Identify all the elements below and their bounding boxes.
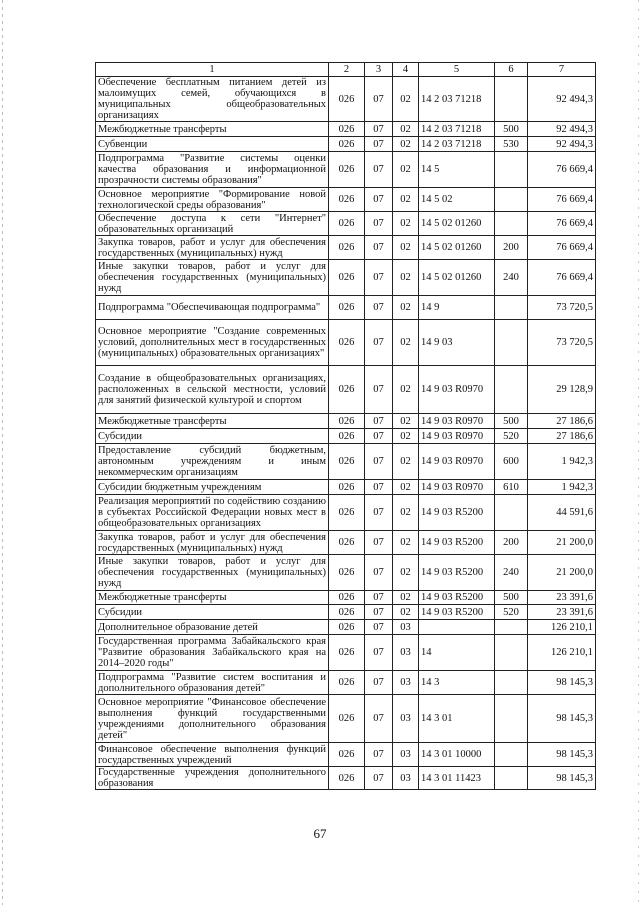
- row-section: 07: [365, 212, 393, 236]
- row-section: 07: [365, 555, 393, 591]
- row-expense-type: [495, 671, 528, 695]
- row-grbs: 026: [329, 620, 365, 635]
- row-expense-type: [495, 743, 528, 767]
- row-subsection: 02: [393, 152, 419, 188]
- table-row: [96, 429, 596, 444]
- row-subsection: 02: [393, 429, 419, 444]
- row-section: 07: [365, 605, 393, 620]
- table-body: [96, 77, 596, 790]
- row-name: Основное мероприятие "Финансовое обеспечение выполнения функций государственными учреждениями дополнительного образования детей": [96, 695, 329, 743]
- row-subsection: 02: [393, 480, 419, 495]
- row-grbs: 026: [329, 743, 365, 767]
- row-target-article: 14 9 03 R5200: [419, 495, 495, 531]
- row-amount: 23 391,6: [528, 605, 596, 620]
- row-subsection: 02: [393, 212, 419, 236]
- row-amount: 1 942,3: [528, 444, 596, 480]
- row-section: 07: [365, 137, 393, 152]
- row-section: 07: [365, 695, 393, 743]
- header-row: [96, 63, 596, 77]
- table-row: [96, 767, 596, 790]
- row-section: 07: [365, 320, 393, 366]
- header-col-5: 5: [419, 63, 495, 77]
- row-subsection: 02: [393, 137, 419, 152]
- row-amount: 73 720,5: [528, 296, 596, 320]
- row-amount: 21 200,0: [528, 555, 596, 591]
- row-amount: 23 391,6: [528, 591, 596, 605]
- row-name: Финансовое обеспечение выполнения функций государственных учреждений: [96, 743, 329, 767]
- row-subsection: 02: [393, 591, 419, 605]
- row-expense-type: 240: [495, 555, 528, 591]
- row-subsection: 02: [393, 236, 419, 260]
- row-amount: 76 669,4: [528, 152, 596, 188]
- row-expense-type: 520: [495, 429, 528, 444]
- row-section: 07: [365, 414, 393, 429]
- row-section: 07: [365, 260, 393, 296]
- row-expense-type: 520: [495, 605, 528, 620]
- table-row: [96, 137, 596, 152]
- row-amount: 98 145,3: [528, 767, 596, 790]
- row-name: Межбюджетные трансферты: [96, 122, 329, 137]
- table-row: [96, 555, 596, 591]
- header-col-6: 6: [495, 63, 528, 77]
- row-section: 07: [365, 429, 393, 444]
- row-name: Межбюджетные трансферты: [96, 414, 329, 429]
- row-amount: 21 200,0: [528, 531, 596, 555]
- row-section: 07: [365, 591, 393, 605]
- row-amount: 29 128,9: [528, 366, 596, 414]
- row-subsection: 03: [393, 767, 419, 790]
- row-grbs: 026: [329, 296, 365, 320]
- scan-edge-left: [2, 0, 3, 905]
- row-expense-type: [495, 296, 528, 320]
- row-subsection: 02: [393, 531, 419, 555]
- row-target-article: 14 2 03 71218: [419, 122, 495, 137]
- row-target-article: 14 5 02 01260: [419, 260, 495, 296]
- table-row: [96, 122, 596, 137]
- row-grbs: 026: [329, 152, 365, 188]
- row-amount: 76 669,4: [528, 260, 596, 296]
- row-target-article: 14 9 03 R0970: [419, 429, 495, 444]
- row-name: Реализация мероприятий по содействию созданию в субъектах Российской Федерации новых мест в общеобразовательных организациях: [96, 495, 329, 531]
- table-header: [96, 63, 596, 77]
- header-col-4: 4: [393, 63, 419, 77]
- row-subsection: 02: [393, 555, 419, 591]
- row-grbs: 026: [329, 320, 365, 366]
- row-amount: 27 186,6: [528, 414, 596, 429]
- row-target-article: 14 9 03 R0970: [419, 444, 495, 480]
- row-name: Иные закупки товаров, работ и услуг для обеспечения государственных (муниципальных) нужд: [96, 260, 329, 296]
- row-expense-type: 500: [495, 414, 528, 429]
- row-name: Межбюджетные трансферты: [96, 591, 329, 605]
- header-col-3: 3: [365, 63, 393, 77]
- row-section: 07: [365, 188, 393, 212]
- row-grbs: 026: [329, 671, 365, 695]
- row-target-article: 14 2 03 71218: [419, 77, 495, 122]
- row-subsection: 02: [393, 260, 419, 296]
- row-target-article: 14 9 03 R5200: [419, 605, 495, 620]
- row-expense-type: [495, 152, 528, 188]
- row-expense-type: 600: [495, 444, 528, 480]
- row-target-article: 14 5 02 01260: [419, 212, 495, 236]
- row-subsection: 02: [393, 77, 419, 122]
- table-row: [96, 531, 596, 555]
- row-name: Государственная программа Забайкальского края "Развитие образования Забайкальского края на 2014–2020 годы": [96, 635, 329, 671]
- row-subsection: 03: [393, 743, 419, 767]
- row-subsection: 02: [393, 320, 419, 366]
- row-amount: 73 720,5: [528, 320, 596, 366]
- row-name: Субсидии: [96, 605, 329, 620]
- row-expense-type: [495, 620, 528, 635]
- row-section: 07: [365, 767, 393, 790]
- row-target-article: 14 9 03 R0970: [419, 366, 495, 414]
- row-section: 07: [365, 122, 393, 137]
- row-section: 07: [365, 236, 393, 260]
- table-row: [96, 635, 596, 671]
- row-name: Подпрограмма "Обеспечивающая подпрограмма": [96, 296, 329, 320]
- row-grbs: 026: [329, 767, 365, 790]
- row-target-article: 14 5 02: [419, 188, 495, 212]
- row-name: Подпрограмма "Развитие систем воспитания и дополнительного образования детей": [96, 671, 329, 695]
- row-expense-type: [495, 635, 528, 671]
- row-target-article: 14: [419, 635, 495, 671]
- row-amount: 92 494,3: [528, 122, 596, 137]
- table-row: [96, 743, 596, 767]
- row-subsection: 02: [393, 495, 419, 531]
- row-grbs: 026: [329, 555, 365, 591]
- row-expense-type: [495, 695, 528, 743]
- row-name: Подпрограмма "Развитие системы оценки качества образования и информационной прозрачности системы образования": [96, 152, 329, 188]
- row-section: 07: [365, 495, 393, 531]
- row-grbs: 026: [329, 77, 365, 122]
- row-grbs: 026: [329, 635, 365, 671]
- row-section: 07: [365, 743, 393, 767]
- row-name: Обеспечение доступа к сети "Интернет" образовательных организаций: [96, 212, 329, 236]
- header-col-7: 7: [528, 63, 596, 77]
- row-name: Основное мероприятие "Формирование новой технологической среды образования": [96, 188, 329, 212]
- table-row: [96, 671, 596, 695]
- row-amount: 44 591,6: [528, 495, 596, 531]
- row-grbs: 026: [329, 188, 365, 212]
- row-section: 07: [365, 296, 393, 320]
- row-amount: 126 210,1: [528, 620, 596, 635]
- row-target-article: 14 5 02 01260: [419, 236, 495, 260]
- row-name: Основное мероприятие "Создание современных условий, дополнительных мест в государственных (муниципальных) образовательных организациях": [96, 320, 329, 366]
- row-expense-type: [495, 212, 528, 236]
- row-subsection: 02: [393, 122, 419, 137]
- table-row: [96, 366, 596, 414]
- row-target-article: 14 9 03 R5200: [419, 591, 495, 605]
- row-subsection: 03: [393, 620, 419, 635]
- row-target-article: 14 9 03 R5200: [419, 531, 495, 555]
- row-subsection: 02: [393, 366, 419, 414]
- row-grbs: 026: [329, 260, 365, 296]
- row-target-article: [419, 620, 495, 635]
- row-grbs: 026: [329, 495, 365, 531]
- table-row: [96, 591, 596, 605]
- row-grbs: 026: [329, 366, 365, 414]
- row-section: 07: [365, 635, 393, 671]
- row-grbs: 026: [329, 137, 365, 152]
- row-amount: 92 494,3: [528, 77, 596, 122]
- row-grbs: 026: [329, 122, 365, 137]
- row-section: 07: [365, 671, 393, 695]
- table-row: [96, 695, 596, 743]
- row-target-article: 14 9 03: [419, 320, 495, 366]
- table-row: [96, 260, 596, 296]
- row-amount: 98 145,3: [528, 743, 596, 767]
- row-grbs: 026: [329, 695, 365, 743]
- row-section: 07: [365, 480, 393, 495]
- row-amount: 76 669,4: [528, 188, 596, 212]
- row-subsection: 02: [393, 188, 419, 212]
- row-amount: 98 145,3: [528, 695, 596, 743]
- row-name: Дополнительное образование детей: [96, 620, 329, 635]
- row-subsection: 03: [393, 671, 419, 695]
- table-row: [96, 77, 596, 122]
- row-amount: 27 186,6: [528, 429, 596, 444]
- row-name: Закупка товаров, работ и услуг для обеспечения государственных (муниципальных) нужд: [96, 531, 329, 555]
- row-amount: 126 210,1: [528, 635, 596, 671]
- row-name: Субсидии: [96, 429, 329, 444]
- row-target-article: 14 3: [419, 671, 495, 695]
- row-section: 07: [365, 77, 393, 122]
- table-row: [96, 414, 596, 429]
- row-expense-type: 240: [495, 260, 528, 296]
- row-name: Иные закупки товаров, работ и услуг для обеспечения государственных (муниципальных) нужд: [96, 555, 329, 591]
- table-row: [96, 320, 596, 366]
- row-target-article: 14 9 03 R0970: [419, 480, 495, 495]
- table-row: [96, 605, 596, 620]
- row-grbs: 026: [329, 236, 365, 260]
- row-expense-type: 500: [495, 591, 528, 605]
- row-grbs: 026: [329, 212, 365, 236]
- row-expense-type: 200: [495, 531, 528, 555]
- row-name: Обеспечение бесплатным питанием детей из малоимущих семей, обучающихся в муниципальных общеобразовательных организациях: [96, 77, 329, 122]
- row-expense-type: [495, 767, 528, 790]
- row-expense-type: 610: [495, 480, 528, 495]
- row-target-article: 14 3 01 11423: [419, 767, 495, 790]
- row-grbs: 026: [329, 414, 365, 429]
- row-expense-type: 530: [495, 137, 528, 152]
- table-row: [96, 188, 596, 212]
- row-name: Субвенции: [96, 137, 329, 152]
- row-amount: 76 669,4: [528, 236, 596, 260]
- table-row: [96, 495, 596, 531]
- row-target-article: 14 3 01 10000: [419, 743, 495, 767]
- row-section: 07: [365, 444, 393, 480]
- row-grbs: 026: [329, 605, 365, 620]
- row-amount: 1 942,3: [528, 480, 596, 495]
- row-section: 07: [365, 366, 393, 414]
- table-row: [96, 236, 596, 260]
- row-target-article: 14 9: [419, 296, 495, 320]
- row-expense-type: [495, 495, 528, 531]
- row-grbs: 026: [329, 591, 365, 605]
- row-expense-type: [495, 366, 528, 414]
- row-target-article: 14 2 03 71218: [419, 137, 495, 152]
- table-row: [96, 212, 596, 236]
- row-name: Закупка товаров, работ и услуг для обеспечения государственных (муниципальных) нужд: [96, 236, 329, 260]
- row-grbs: 026: [329, 531, 365, 555]
- row-expense-type: 200: [495, 236, 528, 260]
- row-expense-type: [495, 320, 528, 366]
- table-row: [96, 620, 596, 635]
- row-grbs: 026: [329, 429, 365, 444]
- header-col-2: 2: [329, 63, 365, 77]
- row-name: Государственные учреждения дополнительного образования: [96, 767, 329, 790]
- row-section: 07: [365, 531, 393, 555]
- table-row: [96, 296, 596, 320]
- row-target-article: 14 5: [419, 152, 495, 188]
- row-amount: 92 494,3: [528, 137, 596, 152]
- row-subsection: 02: [393, 414, 419, 429]
- budget-table: [95, 62, 596, 790]
- row-target-article: 14 9 03 R5200: [419, 555, 495, 591]
- table-row: [96, 480, 596, 495]
- row-target-article: 14 9 03 R0970: [419, 414, 495, 429]
- row-section: 07: [365, 620, 393, 635]
- row-name: Создание в общеобразовательных организациях, расположенных в сельской местности, условий для занятий физической культурой и спортом: [96, 366, 329, 414]
- row-amount: 76 669,4: [528, 212, 596, 236]
- row-target-article: 14 3 01: [419, 695, 495, 743]
- row-subsection: 02: [393, 605, 419, 620]
- header-col-1: 1: [96, 63, 329, 77]
- row-expense-type: [495, 188, 528, 212]
- row-amount: 98 145,3: [528, 671, 596, 695]
- table-row: [96, 444, 596, 480]
- row-subsection: 03: [393, 695, 419, 743]
- row-subsection: 03: [393, 635, 419, 671]
- page-number: 67: [313, 826, 327, 841]
- row-name: Предоставление субсидий бюджетным, автономным учреждениям и иным некоммерческим организациям: [96, 444, 329, 480]
- row-subsection: 02: [393, 444, 419, 480]
- row-subsection: 02: [393, 296, 419, 320]
- row-grbs: 026: [329, 480, 365, 495]
- row-expense-type: 500: [495, 122, 528, 137]
- row-grbs: 026: [329, 444, 365, 480]
- row-section: 07: [365, 152, 393, 188]
- row-expense-type: [495, 77, 528, 122]
- table-row: [96, 152, 596, 188]
- scan-edge-right: [638, 0, 639, 905]
- row-name: Субсидии бюджетным учреждениям: [96, 480, 329, 495]
